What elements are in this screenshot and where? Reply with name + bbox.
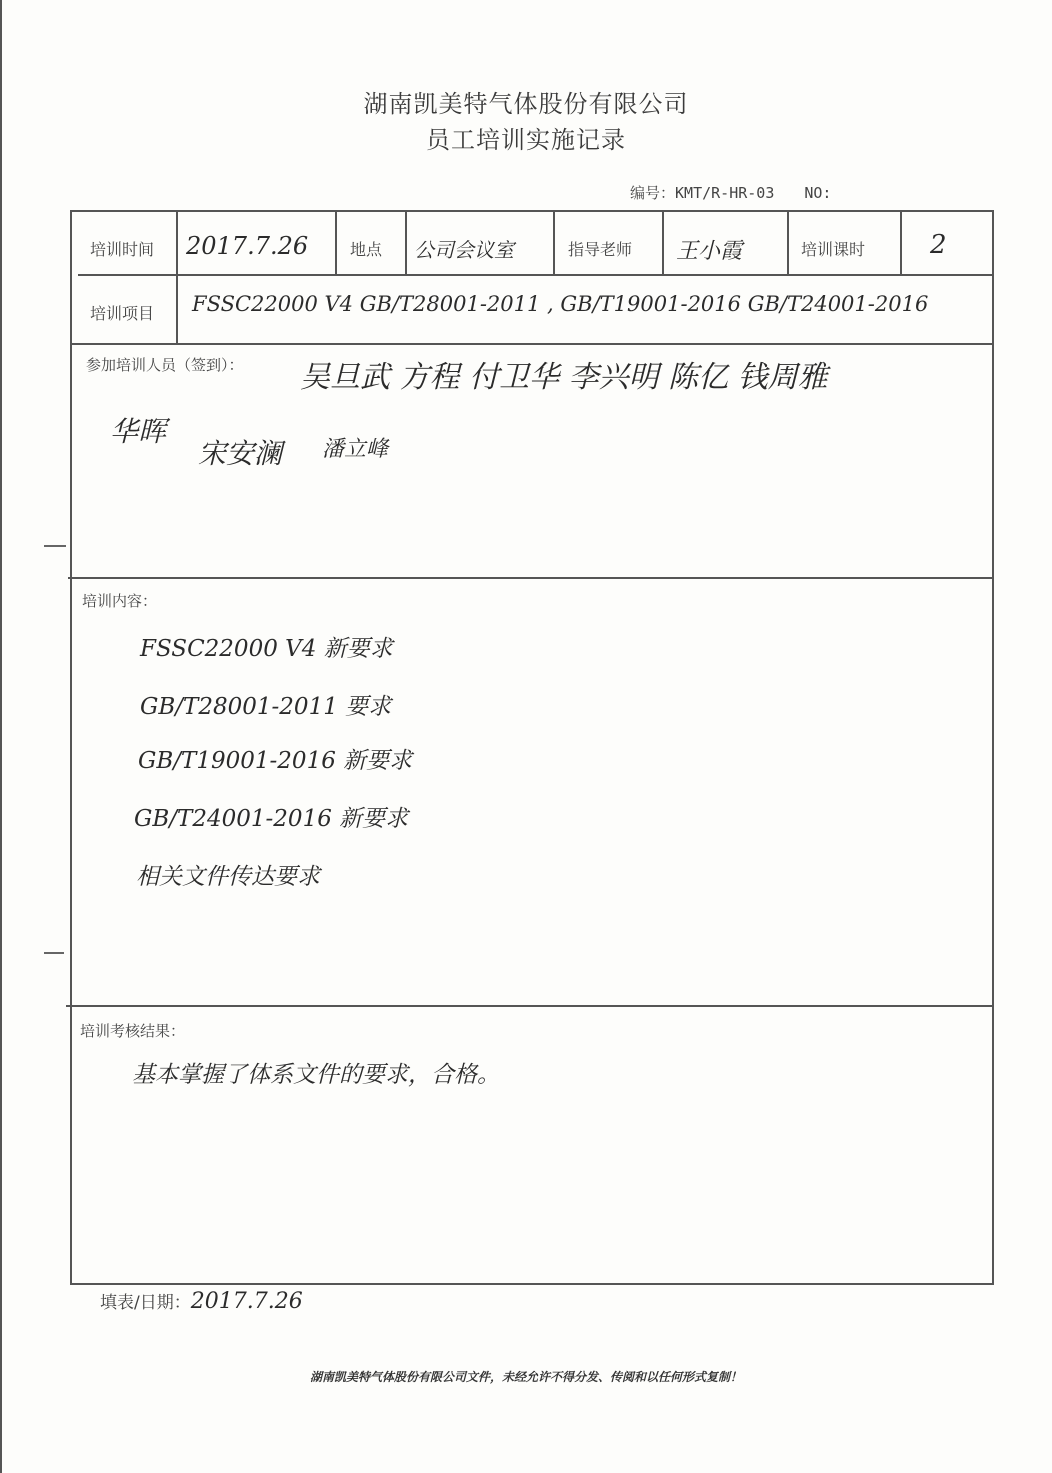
training-hours-label: 培训课时 [801, 240, 866, 259]
column-divider [405, 212, 407, 274]
form-title: 员工培训实施记录 [426, 126, 626, 154]
footer-notice: 湖南凯美特气体股份有限公司文件，未经允许不得分发、传阅和以任何形式复制！ [309, 1370, 742, 1384]
result-label: 培训考核结果： [80, 1022, 186, 1040]
filled-date-value: 2017.7.26 [190, 1289, 303, 1314]
document-number [630, 182, 831, 203]
column-divider [335, 212, 337, 274]
column-divider [662, 212, 664, 274]
section-divider [68, 577, 994, 579]
attendee-signature: 华晖 [110, 415, 167, 448]
filled-date-row [100, 1288, 303, 1314]
company-name: 湖南凯美特气体股份有限公司 [363, 90, 689, 118]
no-label: NO: [804, 184, 832, 202]
place-label: 地点 [350, 240, 383, 259]
column-divider [900, 212, 902, 274]
training-project-value: FSSC22000 V4 GB/T28001-2011 , GB/T19001-2016 GB/T24001-2016 [192, 292, 929, 316]
training-time-label: 培训时间 [90, 240, 155, 259]
attendee-signature: 潘立峰 [322, 437, 389, 462]
content-item: FSSC22000 V4 新要求 [140, 636, 393, 662]
teacher-label: 指导老师 [568, 240, 633, 259]
training-time-value: 2017.7.26 [186, 232, 309, 260]
result-value: 基本掌握了体系文件的要求，合格。 [132, 1062, 500, 1088]
attendee-signature: 宋安澜 [198, 437, 283, 470]
attendees-label: 参加培训人员（签到）： [86, 356, 244, 374]
teacher-signature: 王小霞 [676, 239, 743, 264]
row-divider [78, 274, 994, 276]
place-value: 公司会议室 [414, 238, 514, 262]
scan-mark [44, 545, 66, 547]
row-divider [72, 343, 994, 345]
content-item: 相关文件传达要求 [136, 864, 320, 890]
content-item: GB/T24001-2016 新要求 [134, 806, 409, 832]
training-project-label: 培训项目 [90, 304, 155, 323]
content-item: GB/T28001-2011 要求 [140, 694, 392, 720]
column-divider [787, 212, 789, 274]
attendees-signatures-line1: 吴旦武 方程 付卫华 李兴明 陈亿 钱周雅 [300, 360, 828, 395]
section-divider [66, 1005, 994, 1007]
column-divider [176, 212, 178, 343]
content-item: GB/T19001-2016 新要求 [138, 748, 413, 774]
doc-no-value: KMT/R-HR-03 [675, 184, 775, 202]
training-hours-value: 2 [930, 230, 947, 260]
scan-left-edge [0, 0, 2, 1473]
filled-date-label: 填表/日期： [100, 1293, 191, 1313]
doc-no-label: 编号： [630, 184, 676, 202]
scan-mark [44, 952, 64, 954]
column-divider [553, 212, 555, 274]
content-label: 培训内容： [82, 592, 158, 610]
